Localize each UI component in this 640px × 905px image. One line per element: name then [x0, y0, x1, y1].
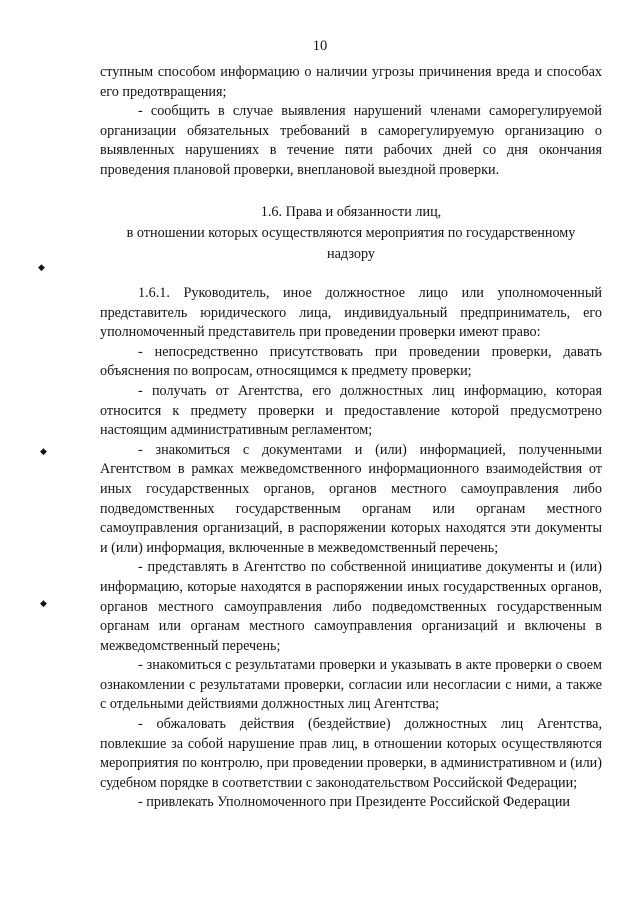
rights-item: - обжаловать действия (бездействие) должностных лиц Агентства, повлекшие за собой нарушение прав лиц, в отношении которых осуществляются мероприятия по контролю, при проведении проверки, в административном и (или) судебном порядке в соответствии с законодательством Российской Федерации;	[100, 716, 602, 791]
report-item: - сообщить в случае выявления нарушений членами саморегулируемой организации обязательных требований в саморегулируемую организацию о выявленных нарушениях в течение пяти рабочих дней со дня окончания проведения плановой проверки, внеплановой выездной проверки.	[100, 103, 602, 178]
rights-item: - представлять в Агентство по собственной инициативе документы и (или) информацию, которые находятся в распоряжении иных государственных органов, органов местного самоуправления либо подведомственных государственным органам или органам местного самоуправления организаций и включены в межведомственный перечень;	[100, 559, 602, 654]
intro-block	[100, 63, 602, 181]
rights-item: - знакомиться с результатами проверки и указывать в акте проверки о своем ознакомлении с результатами проверки, согласии или несогласии с ними, а также с отдельными действиями должностных лиц Агентства;	[100, 657, 602, 713]
punch-hole-mark: ◆	[38, 262, 45, 272]
punch-hole-mark: ◆	[40, 446, 47, 456]
heading-line-3: надзору	[327, 246, 375, 262]
rights-item: - непосредственно присутствовать при проведении проверки, давать объяснения по вопросам, относящимся к предмету проверки;	[100, 343, 602, 380]
rights-lead: 1.6.1. Руководитель, иное должностное лицо или уполномоченный представитель юридического лица, индивидуальный предприниматель, его уполномоченный представитель при проведении проверки имеют право:	[100, 285, 602, 341]
heading-line-2: в отношении которых осуществляются мероприятия по государственному	[126, 225, 576, 241]
rights-item: - привлекать Уполномоченного при Президенте Российской Федерации	[138, 794, 571, 811]
section-heading	[100, 202, 602, 265]
heading-line-1: 1.6. Права и обязанности лиц,	[260, 204, 442, 220]
intro-continuation: ступным способом информацию о наличии угрозы причинения вреда и способах его предотвращения;	[100, 64, 602, 100]
rights-item: - знакомиться с документами и (или) информацией, полученными Агентством в рамках межведомственного информационного взаимодействия от иных государственных органов, органов местного самоуправления либо подведомственных государственным органам или органам местного самоуправления организаций, в распоряжении которых находятся эти документы и (или) информация, включенные в межведомственный перечень;	[100, 441, 602, 556]
rights-block	[100, 284, 602, 813]
punch-hole-mark: ◆	[40, 598, 47, 608]
rights-item: - получать от Агентства, его должностных лиц информацию, которая относится к предмету проверки и предоставление которой предусмотрено настоящим административным регламентом;	[100, 382, 602, 439]
page-number: 10	[312, 38, 328, 54]
